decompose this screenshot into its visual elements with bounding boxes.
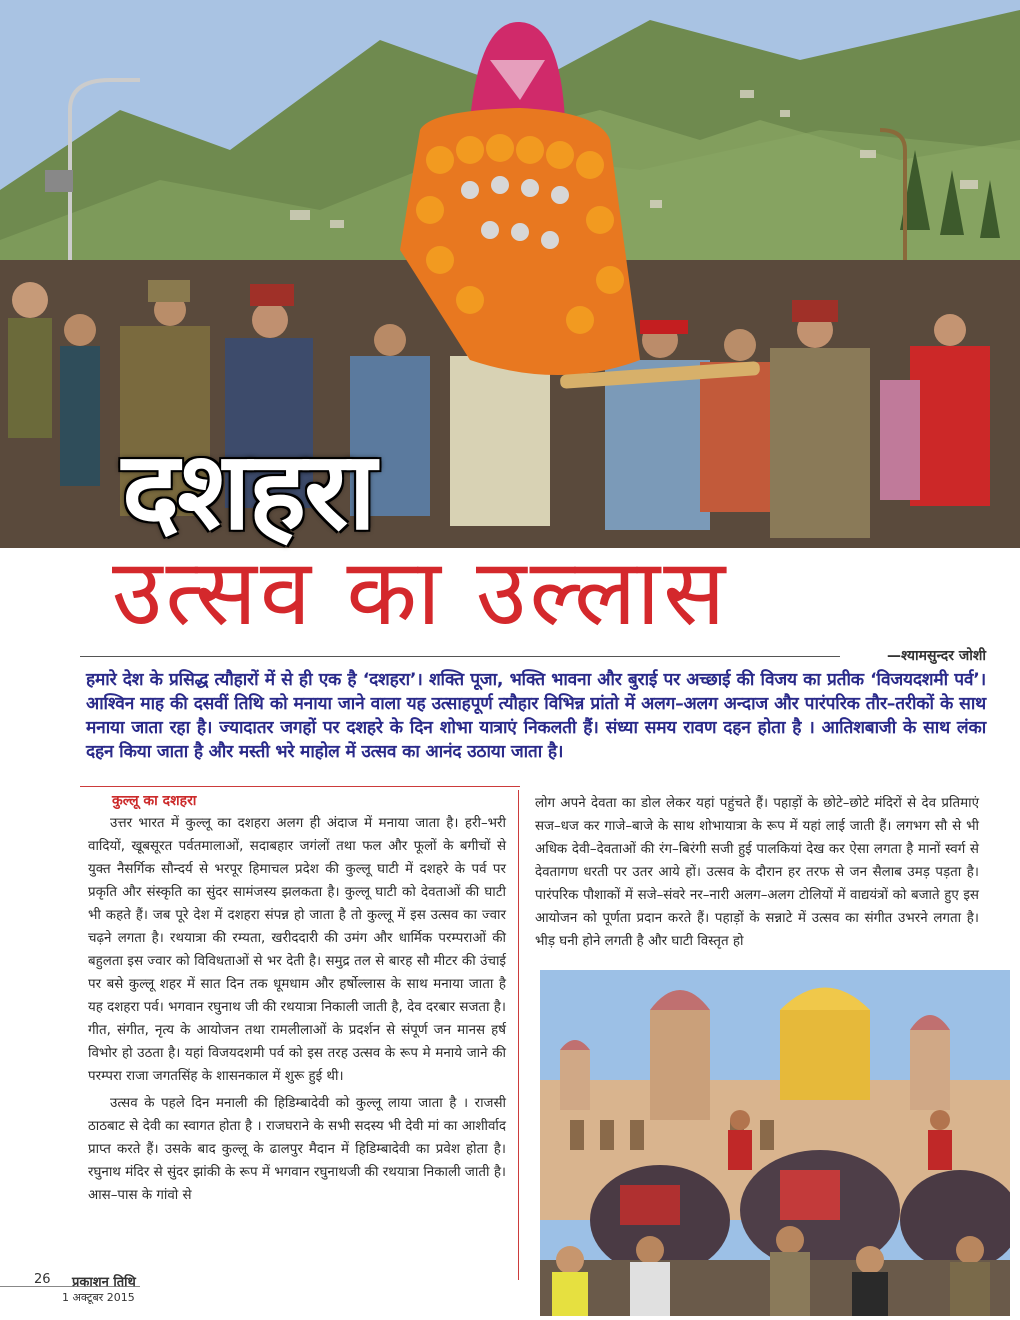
palace-illustration [540,970,1010,1316]
title-line-1: दशहरा [122,429,375,554]
publication-name: प्रकाशन तिथि [72,1275,136,1290]
right-column [535,792,979,953]
publication-date: 1 अक्टूबर 2015 [62,1291,135,1304]
byline-rule [80,656,840,657]
column-top-rule [80,786,520,787]
page-number: 26 [34,1272,51,1287]
byline: —श्यामसुन्दर जोशी [886,648,986,664]
paragraph: लोग अपने देवता का डोल लेकर यहां पहुंचते हैं। पहाड़ों के छोटे–छोटे मंदिरों से देव प्रतिमाएं सज–धज कर गाजे–बाजे के साथ शोभायात्रा के रूप में यहां लाई जाती हैं। लगभग सौ से भी अधिक देवी–देवताओं की रंग–बिरंगी सजी हुई पालकियां देख कर ऐसा लगता है मानों स्वर्ग से देवतागण धरती पर उतर आये हों। उत्सव के दौरान हर तरफ से जन सैलाब उमड़ पड़ता है। पारंपरिक पौशाकों में सजे–संवरे नर–नारी अलग–अलग टोलियों में वाद्ययंत्रों को बजाते हुए इस आयोजन को पूर्णता प्रदान करते हैं। पहाड़ों के सन्नाटे में उत्सव का संगीत उभरने लगता है। भीड़ घनी होने लगती है और घाटी विस्तृत हो [535,796,979,949]
paragraph: उत्सव के पहले दिन मनाली की हिडिम्बादेवी को कुल्लू लाया जाता है । राजसी ठाठबाट से देवी का स्वागत होता है । राजघराने के सभी सदस्य भी देवी मां का आशीर्वाद प्राप्त करते हैं। उसके बाद कुल्लू के ढालपुर मैदान में हिडिम्बादेवी का प्रवेश होता है। रघुनाथ मंदिर से सुंदर झांकी के रूप में भगवान रघुनाथजी की रथयात्रा निकाली जाती है। आस–पास के गांवो से [88,1096,506,1203]
section-subheading: कुल्लू का दशहरा [112,793,197,809]
title-line-2: उत्सव का उल्लास [112,539,729,646]
column-divider [518,790,519,1280]
palace-procession-photo [540,970,1010,1316]
intro-paragraph: हमारे देश के प्रसिद्ध त्यौहारों में से ही एक है ‘दशहरा’। शक्ति पूजा, भक्ति भावना और बुराई पर अच्छाई की विजय का प्रतीक ‘विजयदशमी पर्व’। आश्विन माह की दसवीं तिथि को मनाया जाने वाला यह उत्साहपूर्ण त्यौहार विभिन्न प्रांतो में अलग–अलग अन्दाज और पारंपरिक तौर–तरीकों के साथ मनाया जाता रहा है। ज्यादातर जगहों पर दशहरे के दिन शोभा यात्राएं निकलती हैं। संध्या समय रावण दहन होता है । आतिशबाजी के साथ लंका दहन किया जाता है और मस्ती भरे माहोल में उत्सव का आनंद उठाया जाता है। [86,670,986,762]
left-column [88,790,506,1207]
paragraph: उत्तर भारत में कुल्लू का दशहरा अलग ही अंदाज में मनाया जाता है। हरी–भरी वादियों, खूबसूरत पर्वतमालाओं, सदाबहार जगंलों तथा फल और फूलों के बगीचों से युक्त नैसर्गिक सौन्दर्य से भरपूर हिमाचल प्रदेश की कुल्लू घाटी में दशहरे के पर्व पर प्रकृति और संस्कृति का सुंदर सामंजस्य झलकता है। कुल्लू घाटी को देवताओं की घाटी भी कहते हैं। जब पूरे देश में दशहरा संपन्न हो जाता है तो कुल्लू में इस उत्सव का ज्वार चढ़ने लगता है। रथयात्रा की रम्यता, खरीददारी की उमंग और धार्मिक परम्पराओं की बहुलता इस ज्वार को विविधताओं से भर देती है। समुद्र तल से बारह सौ मीटर की उंचाई पर बसे कुल्लू शहर में सात दिन तक धूमधाम और हर्षोल्लास के साथ मनाया जाता है यह दशहरा पर्व। भगवान रघुनाथ जी की रथयात्रा निकाली जाती है, देव दरबार सजता है। गीत, संगीत, नृत्य के आयोजन तथा रामलीलाओं के प्रदर्शन से संपूर्ण जन मानस हर्ष विभोर हो उठता है। यहां विजयदशमी पर्व को इस तरह उत्सव के रूप मे मनाये जाने की परम्परा राजा जगतसिंह के शासनकाल में शुरू हुई थी। [88,816,506,1084]
